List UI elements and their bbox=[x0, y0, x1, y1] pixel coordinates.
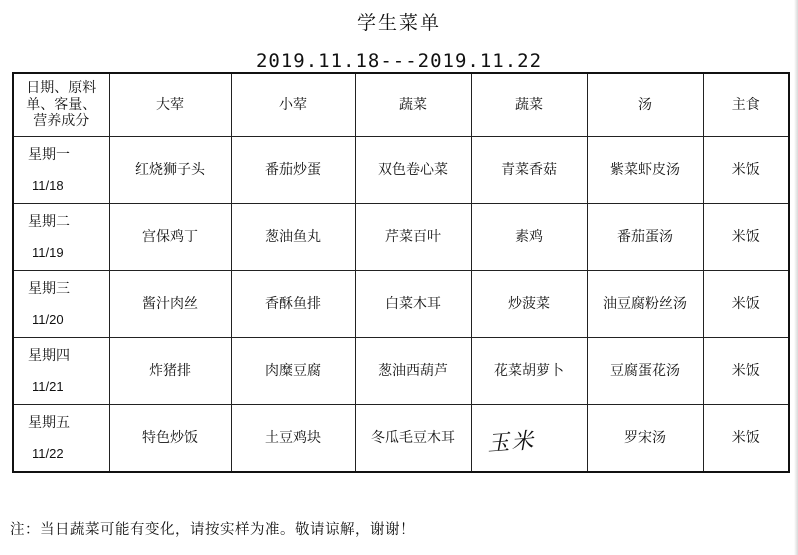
table-row bbox=[13, 137, 789, 204]
footer-note: 注：当日蔬菜可能有变化，请按实样为准。敬请谅解，谢谢！ bbox=[10, 522, 415, 538]
corner-line: 日期、原料 bbox=[26, 79, 97, 96]
column-header: 汤 bbox=[587, 73, 703, 137]
page-title: 学生菜单 bbox=[356, 12, 441, 34]
menu-cell: 米饭 bbox=[703, 338, 789, 405]
menu-cell-handwritten bbox=[471, 405, 587, 473]
menu-cell: 米饭 bbox=[703, 137, 789, 204]
day-date: 11/19 bbox=[32, 244, 64, 260]
day-date: 11/18 bbox=[32, 177, 64, 193]
table-row bbox=[13, 204, 789, 271]
corner-line: 营养成分 bbox=[33, 113, 90, 130]
scan-edge-shadow bbox=[794, 0, 798, 555]
menu-cell: 特色炒饭 bbox=[109, 405, 231, 473]
menu-cell: 白菜木耳 bbox=[355, 271, 471, 338]
menu-cell: 宫保鸡丁 bbox=[109, 204, 231, 271]
menu-cell: 葱油鱼丸 bbox=[231, 204, 355, 271]
corner-line: 单、客量、 bbox=[26, 96, 97, 113]
day-name: 星期一 bbox=[28, 146, 70, 163]
menu-cell: 红烧狮子头 bbox=[109, 137, 231, 204]
menu-cell: 土豆鸡块 bbox=[231, 405, 355, 473]
day-name: 星期四 bbox=[28, 347, 70, 364]
day-date: 11/22 bbox=[32, 445, 64, 461]
menu-cell: 素鸡 bbox=[471, 204, 587, 271]
menu-cell: 香酥鱼排 bbox=[231, 271, 355, 338]
handwritten-entry: 玉米 bbox=[486, 428, 537, 457]
menu-cell: 豆腐蛋花汤 bbox=[587, 338, 703, 405]
menu-cell: 芹菜百叶 bbox=[355, 204, 471, 271]
column-header: 小荤 bbox=[231, 73, 355, 137]
menu-cell: 番茄炒蛋 bbox=[231, 137, 355, 204]
menu-cell: 葱油西葫芦 bbox=[355, 338, 471, 405]
menu-cell: 米饭 bbox=[703, 204, 789, 271]
menu-cell: 酱汁肉丝 bbox=[109, 271, 231, 338]
menu-cell: 肉糜豆腐 bbox=[231, 338, 355, 405]
day-name: 星期五 bbox=[28, 414, 70, 431]
day-cell bbox=[13, 271, 109, 338]
menu-cell: 米饭 bbox=[703, 271, 789, 338]
menu-cell: 番茄蛋汤 bbox=[587, 204, 703, 271]
menu-cell: 花菜胡萝卜 bbox=[471, 338, 587, 405]
day-cell bbox=[13, 137, 109, 204]
header-corner bbox=[13, 73, 109, 137]
menu-cell: 炒菠菜 bbox=[471, 271, 587, 338]
column-header: 主食 bbox=[703, 73, 789, 137]
day-cell bbox=[13, 204, 109, 271]
column-header: 蔬菜 bbox=[471, 73, 587, 137]
menu-cell: 青菜香菇 bbox=[471, 137, 587, 204]
day-date: 11/21 bbox=[32, 378, 64, 394]
column-header: 蔬菜 bbox=[355, 73, 471, 137]
table-row bbox=[13, 405, 789, 473]
menu-cell: 罗宋汤 bbox=[587, 405, 703, 473]
day-date: 11/20 bbox=[32, 311, 64, 327]
menu-cell: 炸猪排 bbox=[109, 338, 231, 405]
day-cell bbox=[13, 405, 109, 473]
table-row bbox=[13, 338, 789, 405]
day-cell bbox=[13, 338, 109, 405]
menu-cell: 冬瓜毛豆木耳 bbox=[355, 405, 471, 473]
date-range: 2019.11.18---2019.11.22 bbox=[255, 50, 543, 72]
menu-cell: 紫菜虾皮汤 bbox=[587, 137, 703, 204]
menu-cell: 米饭 bbox=[703, 405, 789, 473]
menu-cell: 油豆腐粉丝汤 bbox=[587, 271, 703, 338]
day-name: 星期二 bbox=[28, 213, 70, 230]
menu-table bbox=[12, 72, 790, 473]
table-row bbox=[13, 271, 789, 338]
column-header: 大荤 bbox=[109, 73, 231, 137]
menu-cell: 双色卷心菜 bbox=[355, 137, 471, 204]
day-name: 星期三 bbox=[28, 280, 70, 297]
header-row bbox=[13, 73, 789, 137]
